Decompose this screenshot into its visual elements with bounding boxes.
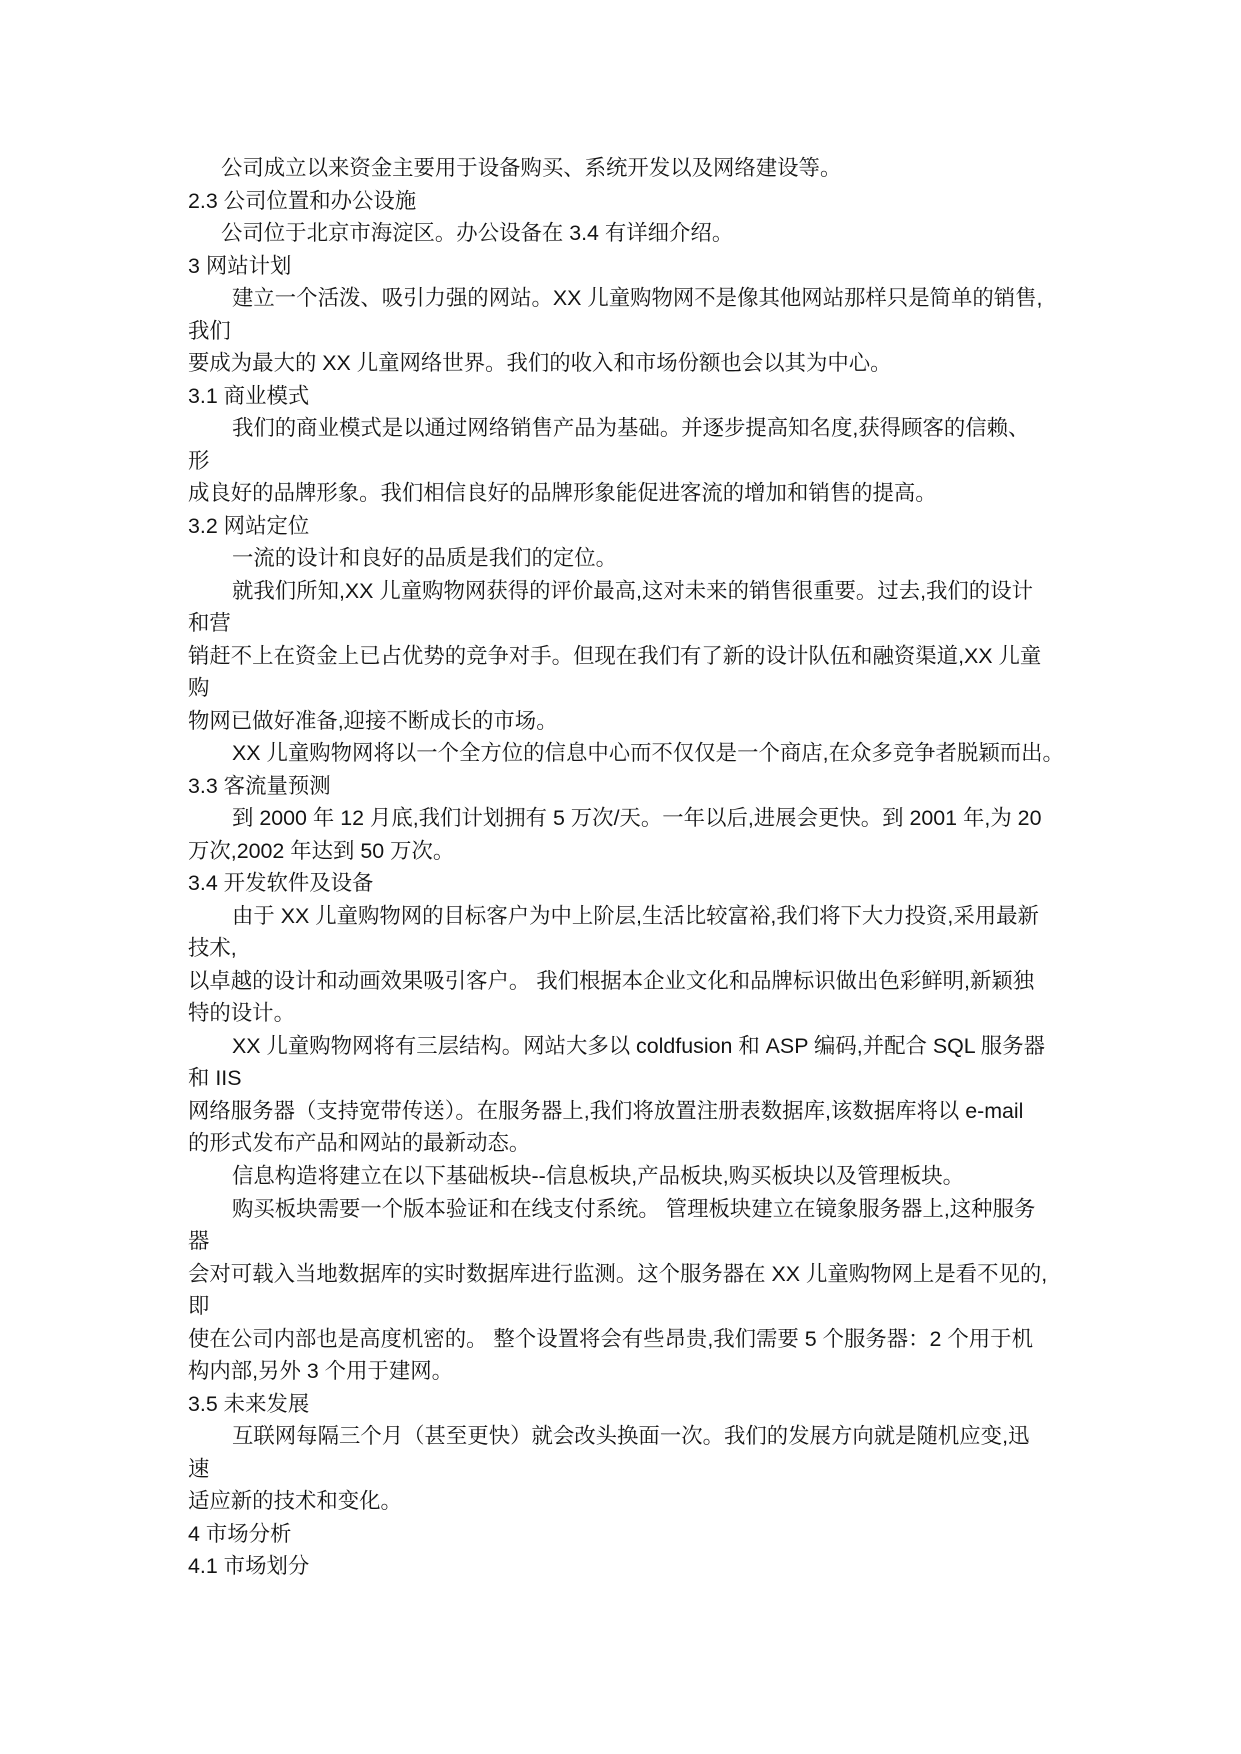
paragraph-line: 万次,2002 年达到 50 万次。 (188, 838, 455, 863)
section-heading: 4.1 市场划分 (188, 1554, 310, 1579)
paragraph-line: 的形式发布产品和网站的最新动态。 (188, 1131, 531, 1156)
page-body (188, 152, 1188, 1583)
paragraph-line: 公司成立以来资金主要用于设备购买、系统开发以及网络建设等。 (221, 156, 842, 180)
paragraph-line: 购 (188, 676, 210, 701)
paragraph-line: 销赶不上在资金上已占优势的竞争对手。但现在我们有了新的设计队伍和融资渠道,XX 儿童 (188, 643, 1042, 668)
paragraph-line: 到 2000 年 12 月底,我们计划拥有 5 万次/天。一年以后,进展会更快。到 2001 年,为 20 (232, 806, 1042, 831)
paragraph-line: 我们 (188, 318, 231, 343)
section-heading: 3 网站计划 (188, 253, 292, 278)
section-3-1 (188, 380, 1188, 510)
section-2-3 (188, 185, 1188, 250)
section-4 (188, 1518, 1188, 1551)
section-3-4 (188, 867, 1188, 1387)
paragraph-line: 速 (188, 1456, 210, 1481)
paragraph-line: 即 (188, 1294, 210, 1319)
paragraph-line: 成良好的品牌形象。我们相信良好的品牌形象能促进客流的增加和销售的提高。 (188, 481, 937, 506)
paragraph-line: 互联网每隔三个月（甚至更快）就会改头换面一次。我们的发展方向就是随机应变,迅 (232, 1424, 1030, 1449)
section-3-2 (188, 510, 1188, 770)
paragraph-line: 我们的商业模式是以通过网络销售产品为基础。并逐步提高知名度,获得顾客的信赖、 (232, 416, 1030, 441)
section-heading: 2.3 公司位置和办公设施 (188, 188, 417, 213)
paragraph-line: 物网已做好准备,迎接不断成长的市场。 (188, 708, 558, 733)
section-3 (188, 250, 1188, 380)
paragraph-line: 以卓越的设计和动画效果吸引客户。 我们根据本企业文化和品牌标识做出色彩鲜明,新颖独 (188, 968, 1035, 993)
paragraph-line: XX 儿童购物网将有三层结构。网站大多以 coldfusion 和 ASP 编码,并配合 SQL 服务器 (232, 1033, 1045, 1058)
paragraph-line: 建立一个活泼、吸引力强的网站。XX 儿童购物网不是像其他网站那样只是简单的销售, (232, 286, 1043, 311)
paragraph-line: 和 IIS (188, 1066, 242, 1091)
paragraph-line: 器 (188, 1229, 210, 1254)
paragraph-line: 和营 (188, 611, 231, 636)
paragraph-line: 使在公司内部也是高度机密的。 整个设置将会有些昂贵,我们需要 5 个服务器：2 个用于机 (188, 1326, 1033, 1351)
section-heading: 3.3 客流量预测 (188, 773, 331, 798)
paragraph-line: 公司位于北京市海淀区。办公设备在 3.4 有详细介绍。 (221, 221, 734, 246)
paragraph-line: 一流的设计和良好的品质是我们的定位。 (232, 546, 618, 571)
paragraph-line: 特的设计。 (188, 1001, 295, 1026)
section-3-3 (188, 770, 1188, 868)
section-heading: 3.1 商业模式 (188, 383, 310, 408)
paragraph-line: 购买板块需要一个版本验证和在线支付系统。 管理板块建立在镜象服务器上,这种服务 (232, 1196, 1036, 1221)
paragraph-line: 就我们所知,XX 儿童购物网获得的评价最高,这对未来的销售很重要。过去,我们的设计 (232, 578, 1033, 603)
section-heading: 4 市场分析 (188, 1521, 292, 1546)
paragraph-line: XX 儿童购物网将以一个全方位的信息中心而不仅仅是一个商店,在众多竞争者脱颖而出。 (232, 741, 1064, 766)
lead-paragraph (188, 152, 1188, 185)
paragraph-line: 信息构造将建立在以下基础板块--信息板块,产品板块,购买板块以及管理板块。 (232, 1163, 965, 1188)
paragraph-line: 技术, (188, 936, 237, 961)
paragraph-line: 会对可载入当地数据库的实时数据库进行监测。这个服务器在 XX 儿童购物网上是看不见的, (188, 1261, 1048, 1286)
section-heading: 3.2 网站定位 (188, 513, 310, 538)
paragraph-line: 要成为最大的 XX 儿童网络世界。我们的收入和市场份额也会以其为中心。 (188, 351, 892, 376)
section-4-1 (188, 1550, 1188, 1583)
paragraph-line: 由于 XX 儿童购物网的目标客户为中上阶层,生活比较富裕,我们将下大力投资,采用最新 (232, 903, 1039, 928)
paragraph-line: 适应新的技术和变化。 (188, 1489, 402, 1514)
paragraph-line: 构内部,另外 3 个用于建网。 (188, 1359, 454, 1384)
section-3-5 (188, 1388, 1188, 1518)
paragraph-line: 网络服务器（支持宽带传送）。在服务器上,我们将放置注册表数据库,该数据库将以 e-mail (188, 1098, 1024, 1123)
section-heading: 3.4 开发软件及设备 (188, 871, 374, 896)
section-heading: 3.5 未来发展 (188, 1391, 310, 1416)
paragraph-line: 形 (188, 448, 210, 473)
